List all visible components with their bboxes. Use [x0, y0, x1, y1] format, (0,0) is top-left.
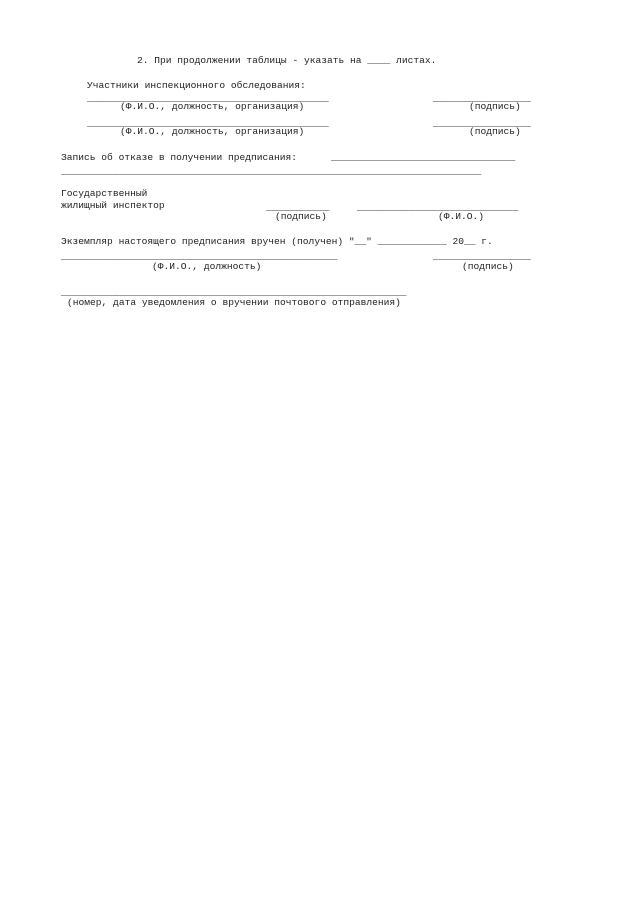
delivery-sign-caption: (подпись)	[462, 261, 514, 272]
participant-2-sign-caption: (подпись)	[469, 126, 521, 137]
participants-heading: Участники инспекционного обследования:	[87, 80, 306, 91]
inspector-name-blank: ____________________________	[357, 202, 519, 213]
refusal-blank-2: _________________________________________________________________________	[61, 166, 482, 177]
delivery-name-caption: (Ф.И.О., должность)	[152, 261, 262, 272]
inspector-sign-blank: ___________	[266, 202, 330, 213]
delivery-text: Экземпляр настоящего предписания вручен (получен) "__" ____________ 20__ г.	[61, 236, 493, 247]
continuation-note: 2. При продолжении таблицы - указать на ____ листах.	[137, 55, 437, 66]
inspector-title-line-2: жилищный инспектор	[61, 200, 165, 211]
participant-1-name-blank: __________________________________________	[87, 93, 329, 104]
delivery-name-blank: ________________________________________________	[61, 251, 338, 262]
delivery-sign-blank: _________________	[433, 251, 531, 262]
participant-1-sign-caption: (подпись)	[469, 101, 521, 112]
postal-blank: ____________________________________________________________	[61, 287, 407, 298]
participant-2-name-blank: __________________________________________	[87, 118, 329, 129]
refusal-label: Запись об отказе в получении предписания:	[61, 152, 298, 163]
participant-2-name-caption: (Ф.И.О., должность, организация)	[120, 126, 305, 137]
participant-1-sign-blank: _________________	[433, 93, 531, 104]
inspector-sign-caption: (подпись)	[275, 211, 327, 222]
refusal-blank-1: ________________________________	[331, 152, 516, 163]
inspector-name-caption: (Ф.И.О.)	[438, 211, 485, 222]
participant-2-sign-blank: _________________	[433, 118, 531, 129]
postal-caption: (номер, дата уведомления о вручении почтового отправления)	[67, 297, 401, 308]
inspector-title-line-1: Государственный	[61, 188, 148, 199]
participant-1-name-caption: (Ф.И.О., должность, организация)	[120, 101, 305, 112]
